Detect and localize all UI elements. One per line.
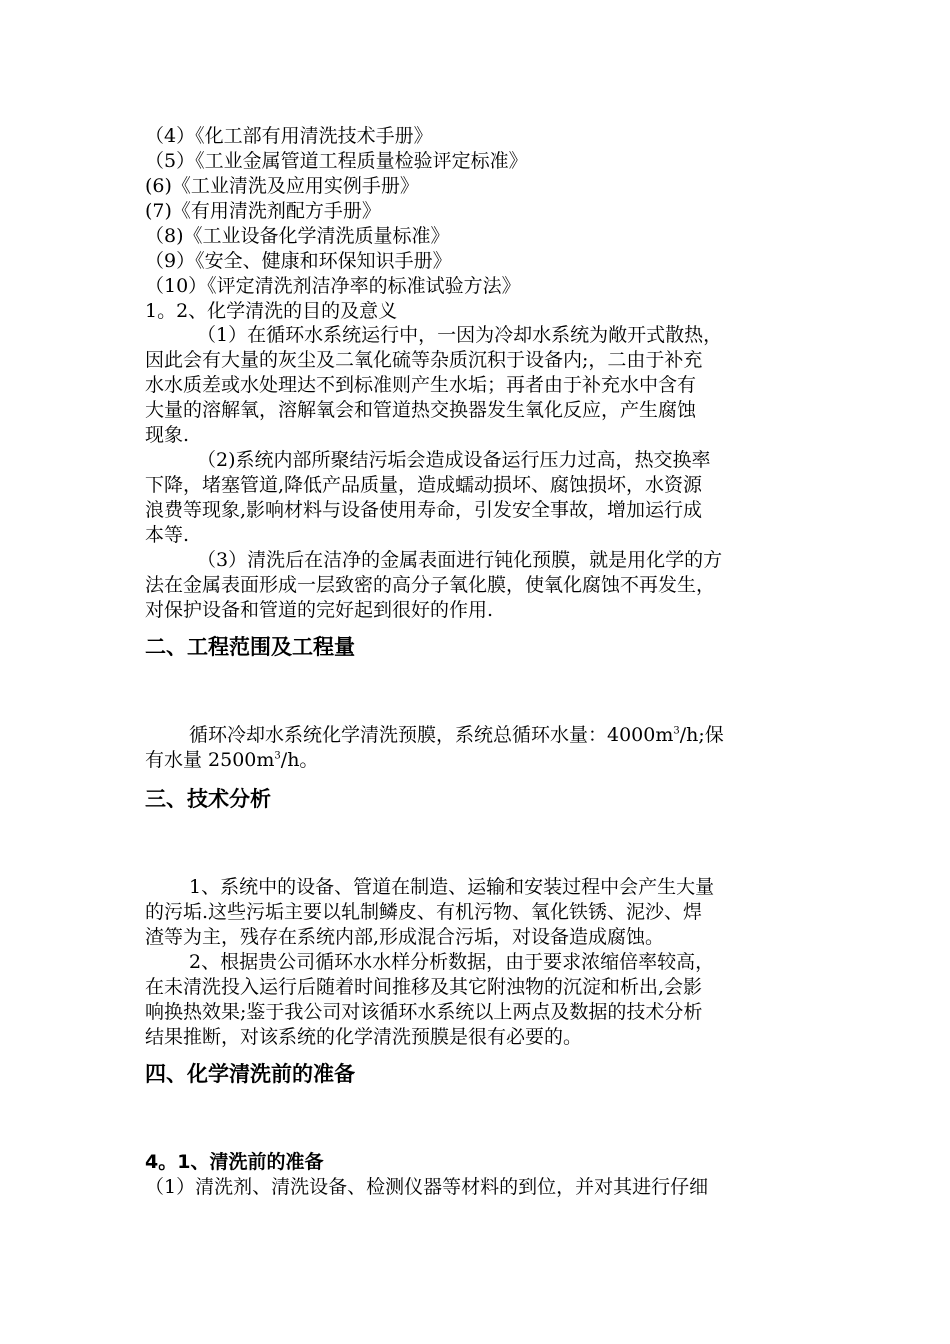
superscript: 3 [274,750,281,762]
text-segment: 循环冷却水系统化学清洗预膜，系统总循环水量：4000m [189,724,674,746]
text-segment: /h。 [280,749,319,771]
paragraph-line: 现象. [145,424,190,446]
section-heading: 三、技术分析 [145,787,271,811]
text-segment: 有水量 2500m [145,749,275,771]
paragraph-line: 因此会有大量的灰尘及二氧化硫等杂质沉积于设备内;，二由于补充 [145,349,703,371]
reference-item: （8)《工业设备化学清洗质量标准》 [145,225,450,247]
paragraph-line: 结果推断，对该系统的化学清洗预膜是很有必要的。 [145,1026,583,1048]
reference-item: （10）《评定清洗剂洁净率的标准试验方法》 [145,275,521,297]
paragraph-line: （1）清洗剂、清洗设备、检测仪器等材料的到位，并对其进行仔细 [145,1176,709,1198]
reference-item: (7)《有用清洗剂配方手册》 [145,200,381,222]
paragraph-line: 渣等为主，残存在系统内部,形成混合污垢，对设备造成腐蚀。 [145,926,665,948]
paragraph-line: （2)系统内部所聚结污垢会造成设备运行压力过高，热交换率 [197,449,711,471]
reference-item: （5）《工业金属管道工程质量检验评定标准》 [145,150,528,172]
paragraph-line: 大量的溶解氧，溶解氧会和管道热交换器发生氧化反应，产生腐蚀 [145,399,697,421]
section-heading: 二、工程范围及工程量 [145,635,355,659]
paragraph-line: 的污垢.这些污垢主要以轧制鳞皮、有机污物、氧化铁锈、泥沙、焊 [145,901,703,923]
section-heading: 四、化学清洗前的准备 [145,1062,355,1086]
paragraph-line: 1、系统中的设备、管道在制造、运输和安装过程中会产生大量 [189,876,715,898]
text-segment: /h;保 [679,724,724,746]
paragraph-line: 下降，堵塞管道,降低产品质量，造成蠕动损坏、腐蚀损坏，水资源 [145,474,703,496]
paragraph-line: 2、根据贵公司循环水水样分析数据，由于要求浓缩倍率较高， [189,951,715,973]
superscript: 3 [673,725,680,737]
paragraph-line: 本等. [145,524,190,546]
paragraph-line: 法在金属表面形成一层致密的高分子氧化膜，使氧化腐蚀不再发生， [145,574,716,596]
paragraph-line: 浪费等现象,影响材料与设备使用寿命，引发安全事故，增加运行成 [145,499,703,521]
paragraph-line: 水水质差或水处理达不到标准则产生水垢；再者由于补充水中含有 [145,374,697,396]
paragraph-line: 在未清洗投入运行后随着时间推移及其它附浊物的沉淀和析出,会影 [145,976,703,998]
reference-item: （4）《化工部有用清洗技术手册》 [145,125,433,147]
reference-item: (6)《工业清洗及应用实例手册》 [145,175,419,197]
paragraph-line: （3）清洗后在洁净的金属表面进行钝化预膜，就是用化学的方 [197,549,723,571]
paragraph-line [145,748,318,772]
paragraph-line: 响换热效果;鉴于我公司对该循环水系统以上两点及数据的技术分析 [145,1001,703,1023]
subsection-heading: 4。1、清洗前的准备 [145,1151,324,1173]
paragraph-line: （1）在循环水系统运行中，一因为冷却水系统为敞开式散热， [197,324,723,346]
paragraph-line [189,723,724,747]
reference-item: （9）《安全、健康和环保知识手册》 [145,250,452,272]
paragraph-line: 对保护设备和管道的完好起到很好的作用. [145,599,494,621]
section-title: 1。2、化学清洗的目的及意义 [145,300,398,322]
